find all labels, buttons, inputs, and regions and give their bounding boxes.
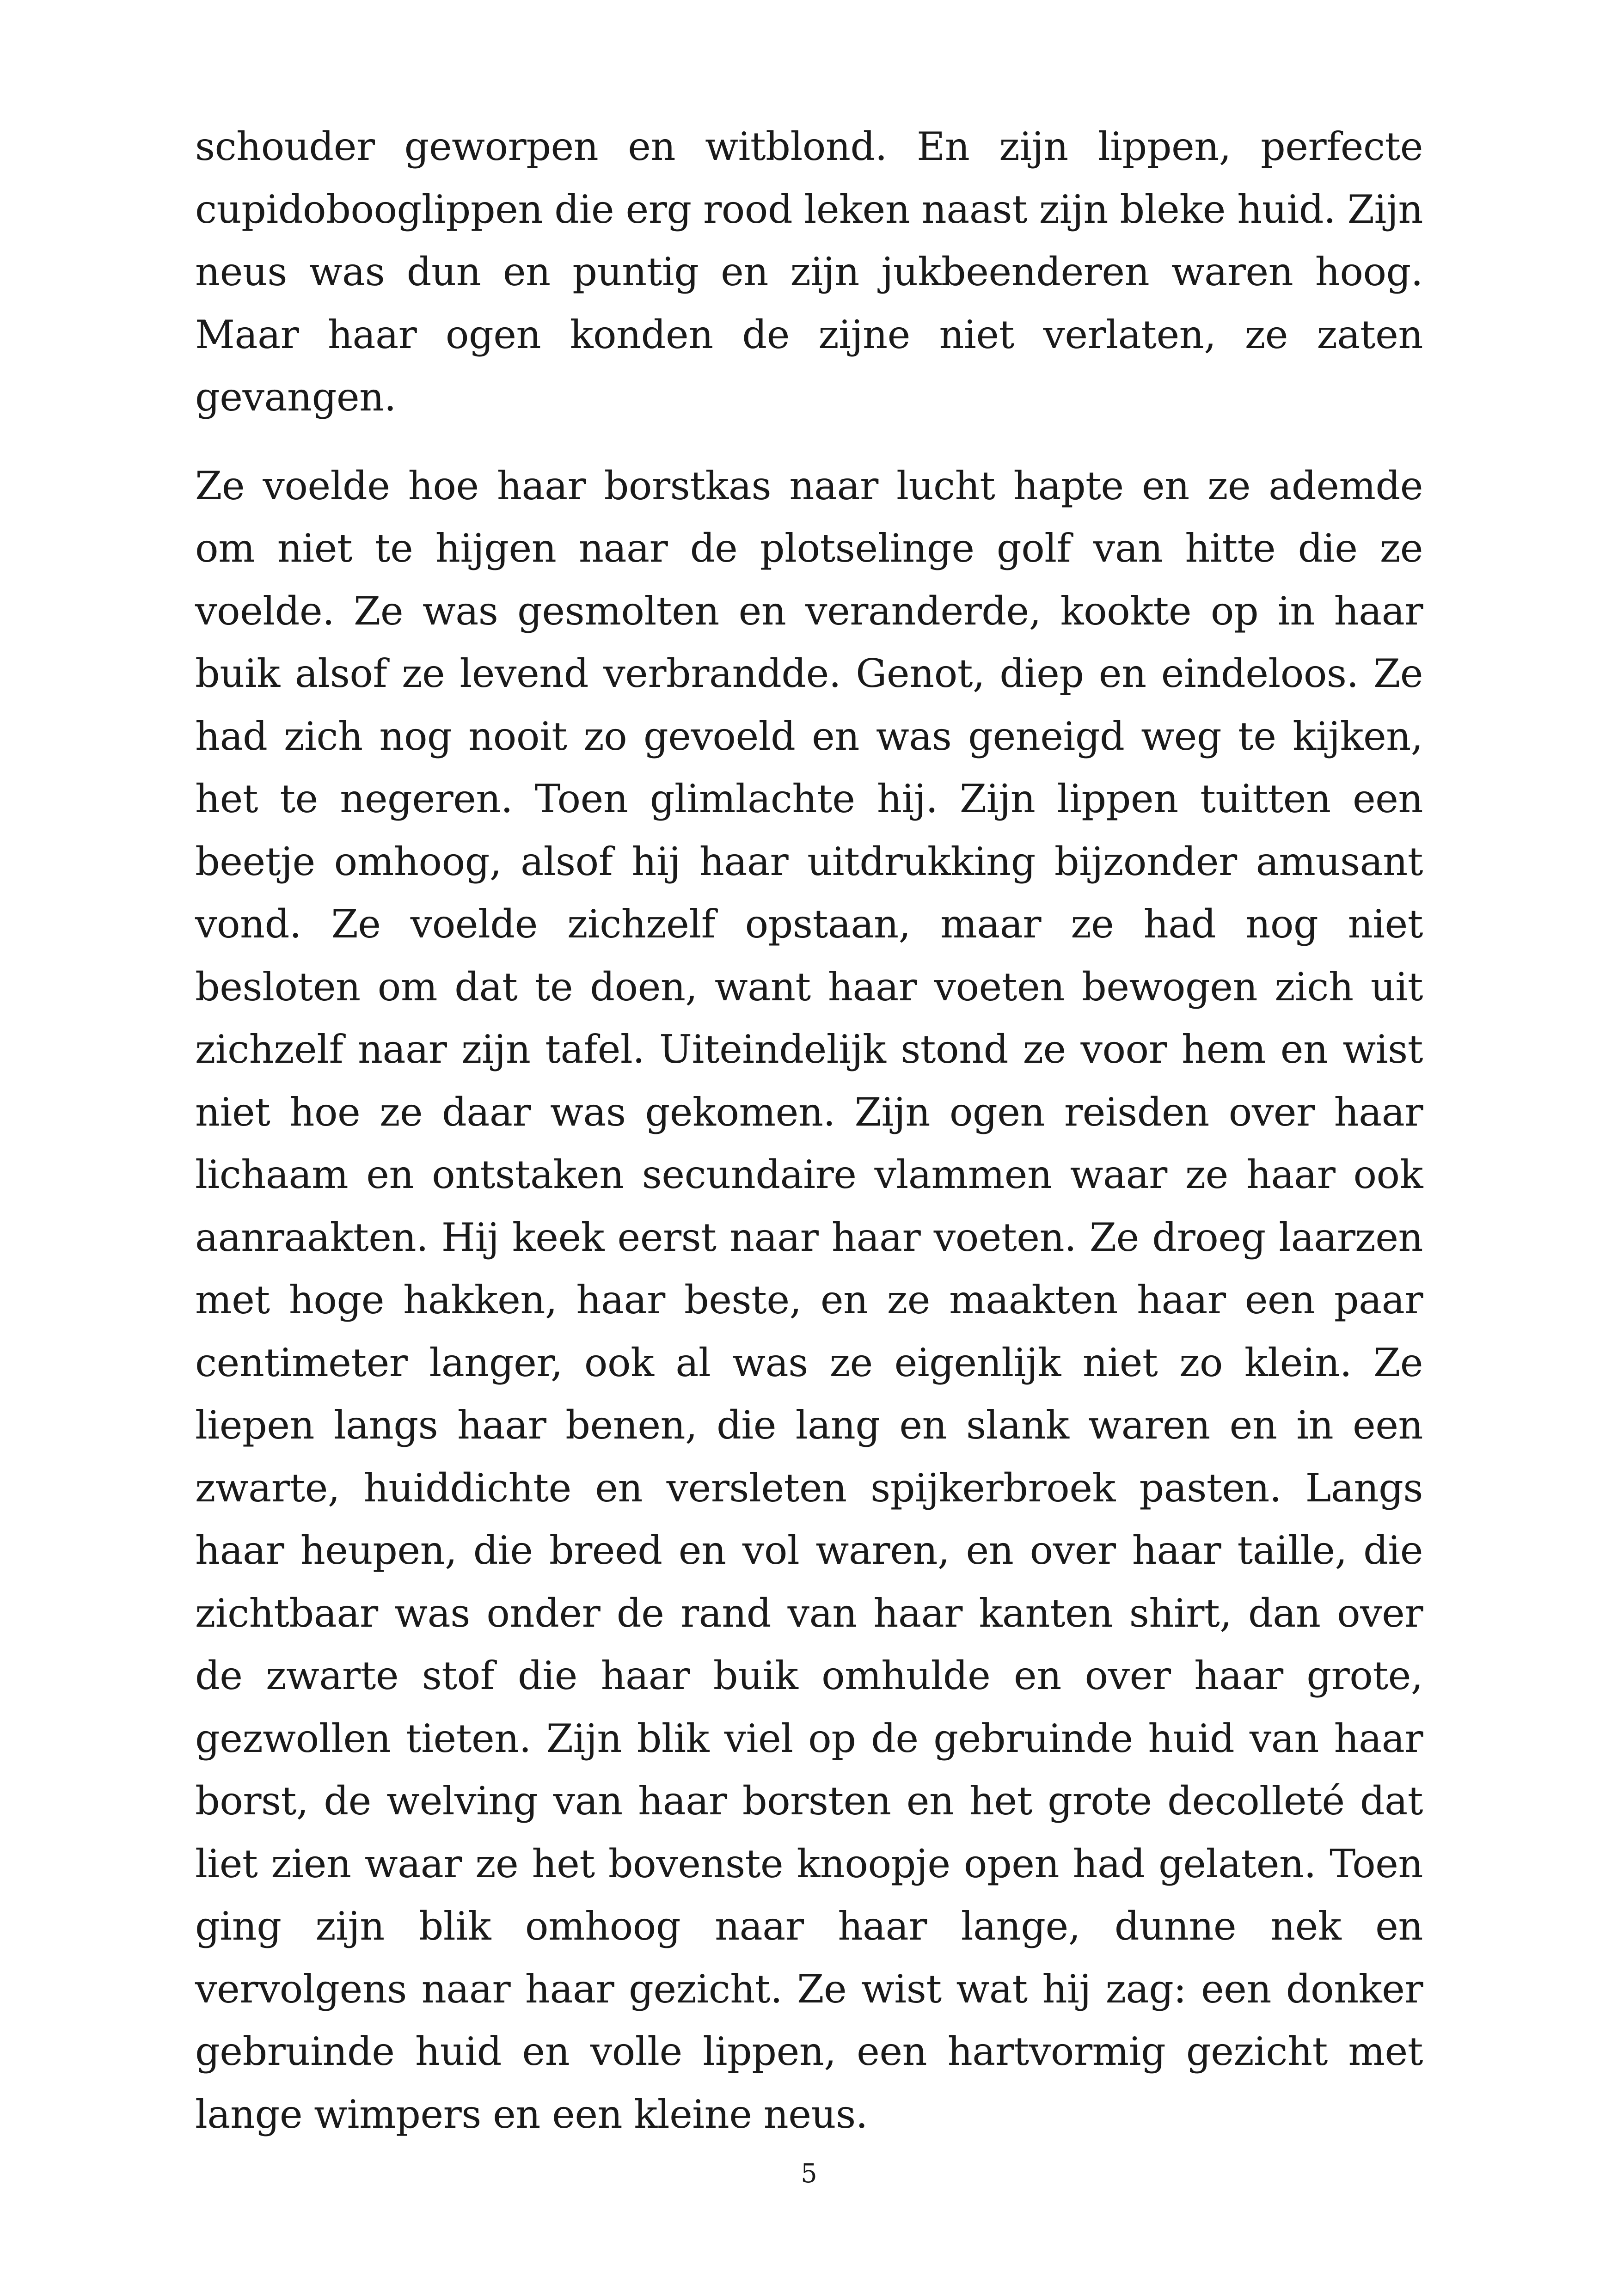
paragraph-1: schouder geworpen en witblond. En zijn lippen, perfecte cupidobooglippen die erg rood leken naast zijn bleke huid. Zijn neus was dun en puntig en zijn jukbeenderen waren hoog. Maar haar ogen konden de zijne niet verlaten, ze zaten gevangen. — [195, 124, 1423, 420]
page-number: 5 — [801, 2159, 817, 2189]
body-text — [195, 116, 1423, 2146]
paragraph-2: Ze voelde hoe haar borstkas naar lucht hapte en ze ademde om niet te hijgen naar de plotselinge golf van hitte die ze voelde. Ze was gesmolten en veranderde, kookte op in haar buik alsof ze levend verbrandde. Genot, diep en eindeloos. Ze had zich nog nooit zo gevoeld en was geneigd weg te kijken, het te negeren. Toen glimlachte hij. Zijn lippen tuitten een beetje omhoog, alsof hij haar uitdrukking bijzonder amusant vond. Ze voelde zichzelf opstaan, maar ze had nog niet besloten om dat te doen, want haar voeten bewogen zich uit zichzelf naar zijn tafel. Uiteindelijk stond ze voor hem en wist niet hoe ze daar was gekomen. Zijn ogen reisden over haar lichaam en ontstaken secundaire vlammen waar ze haar ook aanraakten. Hij keek eerst naar haar voeten. Ze droeg laarzen met hoge hakken, haar beste, en ze maakten haar een paar centimeter langer, ook al was ze eigenlijk niet zo klein. Ze liepen langs haar benen, die lang en slank waren en in een zwarte, huiddichte en versleten spijkerbroek pasten. Langs haar heupen, die breed en vol waren, en over haar taille, die zichtbaar was onder de rand van haar kanten shirt, dan over de zwarte stof die haar buik omhulde en over haar grote, gezwollen tieten. Zijn blik viel op de gebruinde huid van haar borst, de welving van haar borsten en het grote decolleté dat liet zien waar ze het bovenste knoopje open had gelaten. Toen ging zijn blik omhoog naar haar lange, dunne nek en vervolgens naar haar gezicht. Ze wist wat hij zag: een donker gebruinde huid en volle lippen, een hartvormig gezicht met lange wimpers en een kleine neus. — [195, 463, 1423, 2137]
